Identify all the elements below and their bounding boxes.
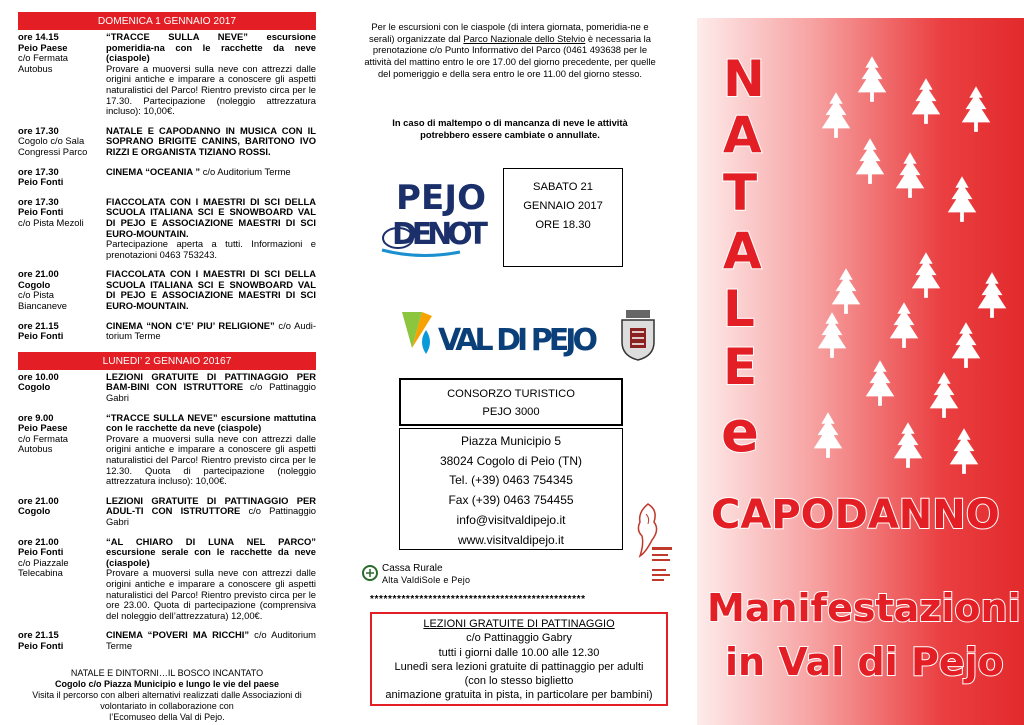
tree-icon (817, 90, 855, 144)
booking-info (360, 21, 660, 80)
event-place: Peio Paese (18, 422, 68, 434)
title-letter: T (723, 164, 758, 222)
event-when (18, 496, 106, 528)
logo-text: DENOT (392, 217, 488, 252)
tree-icon (907, 76, 945, 130)
note-location: Cogolo c/o Piazza Municipio e lungo le vie del paese (54, 678, 280, 689)
title-letter: L (723, 280, 755, 338)
event-description (106, 197, 316, 261)
event-description (106, 496, 316, 528)
capodanno-title: CAPODANNO (711, 492, 1000, 538)
event-when (18, 126, 106, 158)
bosco-incantato-note (18, 668, 316, 723)
event-place: Autobus (18, 62, 53, 74)
fax: Fax (+39) 0463 754455 (448, 493, 574, 508)
title-letter: A (723, 222, 762, 280)
event-when (18, 32, 106, 117)
event-venue: c/o Pattinaggio Gabri (106, 505, 316, 527)
tree-icon (957, 84, 995, 138)
event-place: Peio Paese (18, 41, 68, 53)
event-place: Cogolo (18, 381, 51, 393)
tree-icon (925, 370, 963, 424)
cassa-rurale-logo (362, 560, 474, 586)
title-letter: N (723, 50, 765, 108)
ecomuseo-logo-icon (650, 545, 674, 590)
event-item (18, 537, 316, 622)
event-item (18, 321, 316, 342)
event-place: c/o Pista (18, 289, 54, 301)
event-description (106, 32, 316, 117)
skating-line: (con lo stesso biglietto (464, 675, 574, 688)
event-place: Cogolo c/o Sala (18, 135, 85, 147)
event-title: “TRACCE SULLA NEVE” escursione mattutina con le racchette da neve (ciaspole) (106, 411, 316, 434)
event-item (18, 126, 316, 158)
event-title: CINEMA “POVERI MA RICCHI” (106, 629, 250, 641)
event-description (106, 269, 316, 311)
date-time: ORE 18.30 (535, 219, 591, 231)
consorzio-box (399, 378, 623, 426)
manifestazioni-title: Manifestazioni (707, 586, 1021, 630)
event-venue: c/o Pattinaggio Gabri (106, 381, 316, 404)
separator-stars: ************************************************ (370, 594, 586, 605)
tree-icon (947, 320, 985, 374)
event-body: Partecipazione aperta a tutti. Informazioni e prenotazioni 0463 753243. (106, 238, 316, 260)
tree-icon (853, 54, 891, 108)
event-item (18, 372, 316, 404)
logo-text: Cassa Rurale (382, 563, 443, 574)
event-time: ore 21.00 (18, 535, 59, 547)
phone: Tel. (+39) 0463 754345 (449, 473, 573, 488)
logo-text: PEJO (396, 178, 486, 218)
drop-icon (422, 330, 430, 354)
title-letter: A (723, 106, 762, 164)
event-list (18, 372, 316, 652)
event-place: c/o Piazzale (18, 556, 69, 568)
event-time: ore 17.30 (18, 195, 59, 207)
event-time: ore 17.30 (18, 165, 59, 177)
event-place: Cogolo (18, 278, 51, 290)
skating-line: animazione gratuita in pista, in particolare per bambini) (385, 689, 653, 702)
pejo-denot-logo (380, 178, 492, 260)
event-item (18, 630, 316, 651)
tree-icon (813, 310, 851, 364)
date-month: GENNAIO 2017 (523, 200, 603, 212)
city: 38024 Cogolo di Peio (TN) (439, 453, 583, 468)
booking-text: Per le escursioni con le ciaspole (di intera giornata, pomeridia-ne e serali) organizzate dal (369, 21, 649, 44)
event-when (18, 197, 106, 261)
event-time: ore 21.00 (18, 494, 59, 506)
event-when (18, 413, 106, 487)
title-letter: e (721, 400, 759, 465)
event-place: Biancaneve (18, 300, 67, 312)
skating-line: tutti i giorni dalle 10.00 alle 12.30 (438, 646, 600, 659)
event-venue: c/o Auditorium Terme (200, 165, 291, 177)
event-date-box (503, 168, 623, 267)
skating-line: c/o Pattinaggio Gabry (466, 632, 572, 645)
tree-icon (885, 300, 923, 354)
event-title: FIACCOLATA CON I MAESTRI DI SCI DELLA SCUOLA ITALIANA SCI E SNOWBOARD VAL DI PEJO E ASSOCIAZIONE MAESTRI DI SCI EURO-MOUNTAIN. (106, 268, 316, 312)
event-place: Peio Fonti (18, 330, 64, 342)
event-place: c/o Pista Mezoli (18, 216, 84, 228)
tree-icon (861, 358, 899, 412)
event-place: Autobus (18, 443, 53, 455)
event-description (106, 630, 316, 651)
event-time: ore 17.30 (18, 124, 59, 136)
event-item (18, 413, 316, 487)
event-time: ore 21.00 (18, 268, 59, 280)
event-description (106, 537, 316, 622)
event-time: ore 14.15 (18, 31, 59, 42)
title-letter: E (723, 338, 758, 396)
event-title: “AL CHIARO DI LUNA NEL PARCO” escursione serale con le racchette da neve (ciaspole) (106, 535, 316, 568)
event-place: Congressi Parco (18, 145, 88, 157)
note-text: Visita il percorso con alberi alternativi realizzati dalle Associazioni di volontariato in collaborazione con (32, 689, 302, 711)
event-item (18, 32, 316, 117)
event-place: Peio Fonti (18, 639, 64, 651)
tree-icon (809, 410, 847, 464)
event-place: Peio Fonti (18, 546, 64, 558)
event-description (106, 321, 316, 342)
val-di-pejo-title: in Val di Pejo (725, 640, 1004, 684)
event-title: FIACCOLATA CON I MAESTRI DI SCI DELLA SCUOLA ITALIANA SCI E SNOWBOARD VAL DI PEJO E ASSOCIAZIONE MAESTRI DI SCI EURO-MOUNTAIN. (106, 195, 316, 239)
event-when (18, 630, 106, 651)
note-text: l’Ecomuseo della Val di Pejo. (109, 711, 225, 722)
event-place: Telecabina (18, 567, 63, 579)
note-title: NATALE E DINTORNI…IL BOSCO INCANTATO (70, 667, 264, 678)
tree-icon (889, 420, 927, 474)
program-column (18, 12, 316, 723)
day-header: LUNEDI’ 2 GENNAIO 20167 (18, 352, 316, 370)
event-description (106, 413, 316, 487)
event-list (18, 32, 316, 342)
event-body: Provare a muoversi sulla neve con attrezzi dalle origini antiche e imparare a conoscere gli aspetti naturalistici del Parco! Rientro previsto circa per le ore 23.00. Quota di partecipazione (comprensiva del noleggio dell’attrezzatura) 12,00€. (106, 567, 316, 621)
tree-icon (851, 136, 889, 190)
park-name: Parco Nazionale dello Stelvio (463, 32, 586, 44)
skating-title: LEZIONI GRATUITE DI PATTINAGGIO (423, 618, 615, 630)
event-when (18, 372, 106, 404)
date-day: SABATO 21 (533, 181, 593, 193)
event-description (106, 126, 316, 158)
address: Piazza Municipio 5 (460, 434, 562, 448)
tree-icon (973, 270, 1011, 324)
event-time: ore 21.15 (18, 629, 59, 641)
event-place: Peio Fonti (18, 206, 64, 218)
event-body: Provare a muoversi sulla neve con attrezzi dalle origini antiche e imparare a conoscere gli aspetti naturalistici del Parco! Rientro previsto circa per le 12.30. Quota di partecipazione (noleggio attrezzatura incluso): 10,00€. (106, 432, 316, 487)
event-time: ore 21.15 (18, 319, 59, 331)
event-title: CINEMA “OCEANIA ” (106, 165, 201, 177)
event-venue: c/o Audi-torium Terme (106, 319, 316, 342)
tree-icon (907, 250, 945, 304)
consorzio-name: PEJO 3000 (482, 406, 540, 418)
skating-line: Lunedì sera lezioni gratuite di pattinaggio per adulti (394, 660, 644, 673)
email-link[interactable]: info@visitvaldipejo.it (456, 512, 566, 527)
event-body: Provare a muoversi sulla neve con attrezzi dalle origini antiche e imparare a conoscere gli aspetti naturalistici del Parco! Rientro previsto circa per le 17.30. Partecipazione (noleggio attrezzatura incluso): 10,00€. (106, 62, 316, 117)
event-venue: c/o Auditorium Terme (106, 629, 316, 651)
logo-text: VAL DI PEJO (438, 323, 598, 358)
event-when (18, 269, 106, 311)
event-description (106, 167, 316, 188)
tree-icon (943, 174, 981, 228)
event-when (18, 167, 106, 188)
contact-box (399, 428, 623, 550)
event-item (18, 167, 316, 188)
event-title: LEZIONI GRATUITE DI PATTINAGGIO PER BAM-BINI CON ISTRUTTORE (106, 370, 316, 393)
event-description (106, 372, 316, 404)
event-place: c/o Fermata (18, 52, 69, 64)
booking-text: è necessaria la prenotazione c/o Punto Informativo del Parco (0461 493638 per le attività del mattino entro le ore 17.00 del giorno precedente, per quelle del pomeriggio e della sera entro le ore 11.00 del giorno stesso. (364, 32, 656, 79)
event-when (18, 537, 106, 622)
event-item (18, 269, 316, 311)
skating-lessons-box (370, 612, 668, 706)
event-when (18, 321, 106, 342)
event-place: c/o Fermata (18, 432, 69, 444)
event-title: CINEMA “NON C’E’ PIU’ RELIGIONE” (106, 319, 275, 331)
logo-text: Alta ValdiSole e Pejo (382, 575, 470, 585)
event-item (18, 496, 316, 528)
event-item (18, 197, 316, 261)
val-di-pejo-logo (398, 308, 603, 362)
weather-warning: In caso di maltempo o di mancanza di neve le attività potrebbero essere cambiate o annullate. (392, 117, 628, 140)
event-time: ore 9.00 (18, 411, 54, 423)
day-header: DOMENICA 1 GENNAIO 2017 (18, 12, 316, 30)
tree-icon (945, 426, 983, 480)
consorzio-name: CONSORZO TURISTICO (447, 388, 575, 400)
municipal-crest-icon (617, 308, 659, 362)
event-title: NATALE E CAPODANNO IN MUSICA CON IL SOPRANO BRIGITE CANINS, BARITONO IVO RIZZI E ORGANISTA TIZIANO ROSSI. (106, 124, 316, 157)
event-place: Peio Fonti (18, 176, 64, 188)
website-link[interactable]: www.visitvaldipejo.it (457, 532, 565, 547)
cover-panel (697, 18, 1024, 725)
event-title: “TRACCE SULLA NEVE” escursione pomeridia-na con le racchette da neve (ciaspole) (106, 31, 316, 64)
event-time: ore 10.00 (18, 370, 59, 382)
event-place: Cogolo (18, 505, 51, 517)
tree-icon (891, 150, 929, 204)
event-title: LEZIONI GRATUITE DI PATTINAGGIO PER ADUL-TI CON ISTRUTTORE (106, 494, 316, 517)
